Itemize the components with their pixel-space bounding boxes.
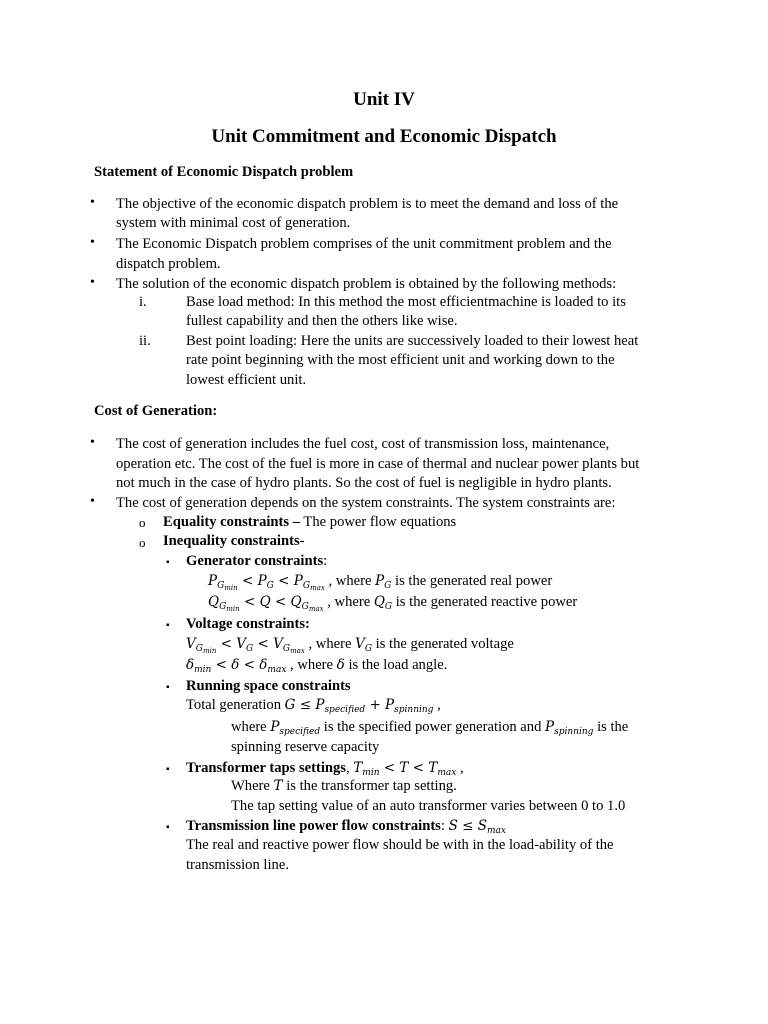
- bullet-icon: •: [90, 494, 95, 509]
- paragraph-line: The solution of the economic dispatch problem is obtained by the following methods:: [116, 276, 617, 292]
- spinning-reserve-line: spinning reserve capacity: [231, 739, 380, 755]
- tap-setting-value-line: The tap setting value of an auto transformer varies between 0 to 1.0: [231, 798, 626, 814]
- math-expr: $S \le S_{max}$: [448, 818, 506, 836]
- section-heading-economic-dispatch: Statement of Economic Dispatch problem: [94, 164, 354, 180]
- paragraph-line: The cost of generation depends on the system constraints. The system constraints are:: [116, 495, 616, 511]
- equality-constraints-line: [163, 514, 456, 531]
- math-expr: $\delta_{min} < \delta < \delta_{max}$: [186, 657, 287, 675]
- equality-label: Equality constraints –: [163, 514, 301, 530]
- square-bullet-icon: ▪: [166, 557, 170, 568]
- unit-title: Unit IV: [353, 89, 415, 110]
- paragraph-line: The objective of the economic dispatch problem is to meet the demand and loss of the: [116, 196, 619, 212]
- square-bullet-icon: ▪: [166, 764, 170, 775]
- formula-reactive-power: $Q_{G_{min}} < Q < Q_{G_{max}}$ , where $Q_G$ is the generated reactive power: [208, 594, 578, 613]
- formula-load-angle: $\delta_{min} < \delta < \delta_{max}$ , where δ is the load angle.: [186, 657, 448, 675]
- running-space-where-line: where $P_{specified}$ is the specified power generation and $P_{spinning}$ is the: [231, 719, 629, 737]
- section-heading-cost-of-generation: Cost of Generation:: [94, 403, 218, 419]
- list-number: ii.: [139, 333, 151, 349]
- square-bullet-icon: ▪: [166, 682, 170, 693]
- transformer-taps-line: Transformer taps settings, $T_{min} < T < T_{max}$ ,: [186, 760, 464, 778]
- generator-label: Generator constraints: [186, 553, 324, 569]
- formula-voltage: $V_{G_{min}} < V_G < V_{G_{max}}$ , where $V_G$ is the generated voltage: [186, 636, 514, 655]
- math-expr: $V_{G_{min}} < V_G < V_{G_{max}}$: [186, 636, 305, 655]
- paragraph-line: not much in the case of hydro plants. So the cost of fuel is negligible in hydro plants.: [116, 475, 612, 491]
- list-item-line: fullest capability and then the others like wise.: [186, 313, 458, 329]
- transmission-line-constraints-line: Transmission line power flow constraints: $S \le S_{max}$: [186, 818, 506, 836]
- formula-total-generation: Total generation $G \le P_{specified} + P_{spinning}$ ,: [186, 697, 441, 715]
- formula-real-power: $P_{G_{min}} < P_G < P_{G_{max}}$ , where $P_G$ is the generated real power: [208, 573, 553, 592]
- paragraph-line: The Economic Dispatch problem comprises of the unit commitment problem and the: [116, 236, 612, 252]
- generator-constraints-line: Generator constraints:: [186, 553, 328, 569]
- running-space-label: Running space constraints: [186, 678, 351, 694]
- voltage-constraints-label: Voltage constraints:: [186, 616, 310, 632]
- bullet-icon: •: [90, 275, 95, 290]
- math-expr: $T_{min} < T < T_{max}$: [353, 760, 457, 778]
- equality-text: The power flow equations: [300, 514, 457, 530]
- paragraph-line: transmission line.: [186, 857, 289, 873]
- circle-bullet-icon: o: [139, 515, 146, 530]
- paragraph-line: operation etc. The cost of the fuel is more in case of thermal and nuclear power plants but: [116, 456, 640, 472]
- paragraph-line: dispatch problem.: [116, 256, 221, 272]
- list-item-line: Base load method: In this method the most efficientmachine is loaded to its: [186, 294, 626, 310]
- document-subtitle: Unit Commitment and Economic Dispatch: [211, 126, 557, 147]
- list-item-line: lowest efficient unit.: [186, 372, 307, 388]
- circle-bullet-icon: o: [139, 535, 146, 550]
- inequality-constraints-line: Inequality constraints-: [163, 533, 305, 549]
- paragraph-line: The real and reactive power flow should be with in the load-ability of the: [186, 837, 614, 853]
- math-expr: $P_{G_{min}} < P_G < P_{G_{max}}$: [208, 573, 325, 592]
- paragraph-line: system with minimal cost of generation.: [116, 215, 351, 231]
- math-expr: $Q_{G_{min}} < Q < Q_{G_{max}}$: [208, 594, 324, 613]
- math-expr: $G \le P_{specified} + P_{spinning}$: [284, 697, 434, 715]
- list-number: i.: [139, 294, 147, 310]
- square-bullet-icon: ▪: [166, 822, 170, 833]
- inequality-label: Inequality constraints: [163, 533, 300, 549]
- bullet-icon: •: [90, 235, 95, 250]
- bullet-icon: •: [90, 195, 95, 210]
- paragraph-line: The cost of generation includes the fuel cost, cost of transmission loss, maintenance,: [116, 436, 610, 452]
- transformer-where-line: Where T is the transformer tap setting.: [231, 778, 457, 794]
- list-item-line: Best point loading: Here the units are successively loaded to their lowest heat: [186, 333, 639, 349]
- list-item-line: rate point beginning with the most efficient unit and working down to the: [186, 352, 615, 368]
- bullet-icon: •: [90, 435, 95, 450]
- square-bullet-icon: ▪: [166, 620, 170, 631]
